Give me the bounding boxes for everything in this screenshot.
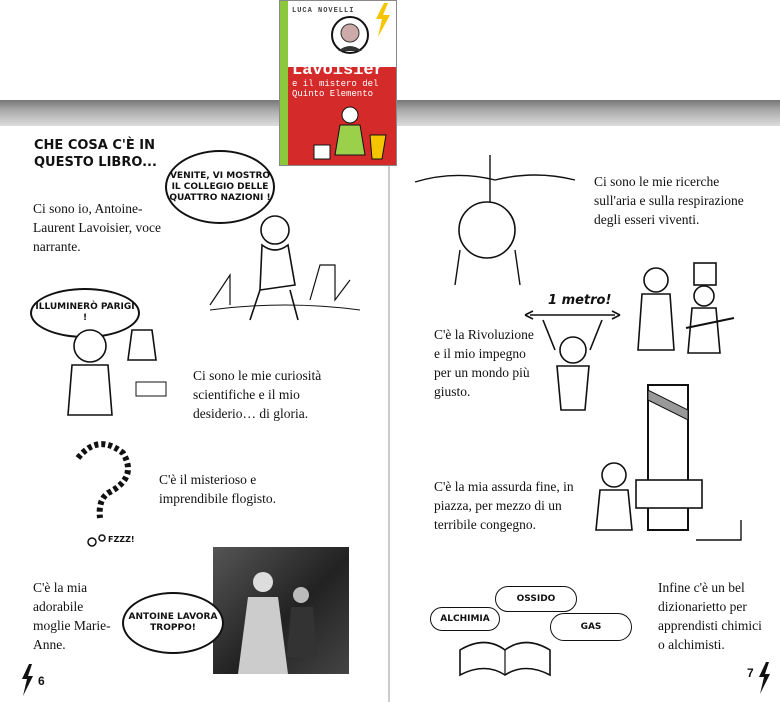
speech-bubble-paris: ILLUMINERÒ PARIGI !	[30, 288, 140, 338]
word-bubble-gas: GAS	[550, 613, 632, 641]
curiosity-text: Ci sono le mie curiosità scientifiche e il mio desiderio… di gloria.	[193, 368, 322, 421]
lavoisier-lamp-illustration	[50, 320, 170, 420]
revolution-text: C'è la Rivoluzione e il mio impegno per un mondo più giusto.	[434, 327, 534, 399]
page-number-right: 7	[747, 666, 754, 680]
wife-text: C'è la mia adorabile moglie Marie-Anne.	[33, 580, 111, 652]
guillotine-illustration	[576, 380, 746, 550]
phlogiston-text: C'è il misterioso e imprendibile flogisto.	[159, 472, 276, 506]
book-cover	[279, 0, 397, 166]
word-bubble-ossido: OSSIDO	[495, 586, 577, 612]
speech-bubble-college: VENITE, VI MOSTRO IL COLLEGIO DELLE QUATTRO NAZIONI !	[165, 150, 275, 224]
page-heading: CHE COSA C'È IN QUESTO LIBRO...	[34, 138, 157, 170]
fizz-label: FZZZ!	[108, 535, 135, 544]
metro-label: 1 metro!	[548, 293, 612, 308]
cover-title: Lavoisier	[292, 61, 384, 80]
cover-green-stripe	[280, 1, 288, 165]
cover-subtitle: e il mistero del Quinto Elemento	[292, 79, 379, 99]
dictionary-text: Infine c'è un bel dizionarietto per apprendisti chimici o alchimisti.	[658, 580, 762, 652]
narrator-illustration	[210, 205, 360, 330]
lightning-icon	[372, 3, 392, 37]
lightning-icon	[757, 662, 771, 694]
painting-figures	[213, 547, 349, 674]
open-book-illustration	[455, 630, 555, 678]
cover-author: LUCA NOVELLI	[292, 7, 355, 15]
page-number-left: 6	[38, 674, 45, 688]
marie-anne-painting	[213, 547, 349, 674]
cover-portrait	[330, 13, 370, 57]
intro-text: Ci sono io, Antoine-Laurent Lavoisier, voce narrante.	[33, 201, 162, 254]
cover-illustration	[310, 105, 390, 163]
revolution-people-illustration	[626, 258, 734, 358]
word-bubble-alchimia: ALCHIMIA	[430, 607, 500, 631]
page-spine	[388, 100, 390, 702]
lightning-icon	[20, 664, 34, 696]
research-text: Ci sono le mie ricerche sull'aria e sulla respirazione degli esseri viventi.	[594, 174, 744, 227]
question-mark-smoke-illustration	[68, 438, 138, 550]
speech-bubble-antoine: ANTOINE LAVORA TROPPO!	[122, 592, 224, 654]
end-text: C'è la mia assurda fine, in piazza, per mezzo di un terribile congegno.	[434, 479, 574, 532]
flask-apparatus-illustration	[415, 150, 575, 285]
